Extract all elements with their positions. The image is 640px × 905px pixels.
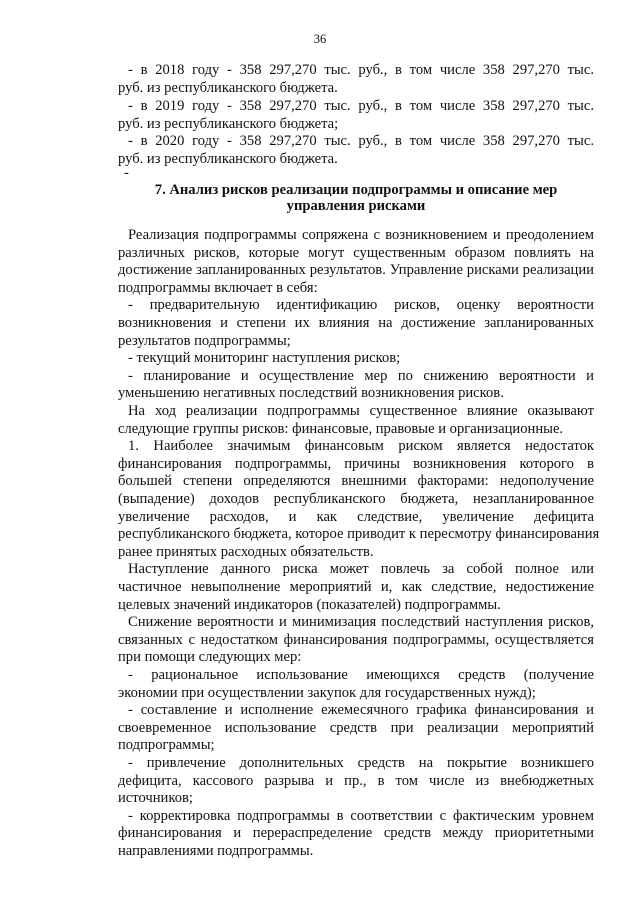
body-line: следующие группы рисков: финансовые, правовые и организационные. — [118, 421, 564, 437]
body-line: - рациональное использование имеющихся средств (получение — [128, 667, 594, 683]
body-line: большей степени определяются внешними факторами: недополучение — [118, 473, 594, 489]
body-line: - привлечение дополнительных средств на покрытие возникшего — [128, 755, 594, 771]
body-line: Наступление данного риска может повлечь за собой полное или — [128, 561, 594, 577]
body-line: - текущий мониторинг наступления рисков; — [128, 350, 401, 366]
body-line: - планирование и осуществление мер по снижению вероятности и — [128, 368, 594, 384]
budget-line-2020-cont: руб. из республиканского бюджета. — [118, 151, 338, 167]
body-line: - составление и исполнение ежемесячного графика финансирования и — [128, 702, 594, 718]
body-line: экономии при осуществлении закупок для государственных нужд); — [118, 685, 536, 701]
body-line: подпрограммы; — [118, 737, 215, 753]
body-line: достижение запланированных результатов. Управление рисками реализации — [118, 262, 594, 278]
body-line: - корректировка подпрограммы в соответствии с фактическим уровнем — [128, 808, 594, 824]
body-line: различных рисков, которые могут существенным образом повлиять на — [118, 245, 594, 261]
body-line: республиканского бюджета, которое приводит к пересмотру финансирования — [118, 526, 600, 542]
section-heading-line2: управления рисками — [286, 198, 426, 214]
body-line: финансирования и перераспределение средств между приоритетными — [118, 825, 594, 841]
body-line: (выпадение) доходов республиканского бюджета, незапланированное — [118, 491, 594, 507]
body-line: возникновения и степени их влияния на достижение запланированных — [118, 315, 594, 331]
stray-dash: - — [124, 165, 129, 181]
section-heading — [118, 182, 594, 214]
body-line: направлениями подпрограммы. — [118, 843, 314, 859]
body-line: увеличение расходов, и как следствие, увеличение дефицита — [118, 509, 594, 525]
body-line: частичное невыполнение мероприятий и, как следствие, недостижение — [118, 579, 594, 595]
body-line: Снижение вероятности и минимизация последствий наступления рисков, — [128, 614, 594, 630]
body-line: источников; — [118, 790, 193, 806]
section-heading-line1: 7. Анализ рисков реализации подпрограммы и описание мер — [154, 182, 558, 198]
body-line: своевременное использование средств при реализации мероприятий — [118, 720, 594, 736]
body-line: - предварительную идентификацию рисков, оценку вероятности — [128, 297, 594, 313]
body-line: ранее принятых расходных обязательств. — [118, 544, 374, 560]
budget-line-2019: - в 2019 году - 358 297,270 тыс. руб., в том числе 358 297,270 тыс. — [128, 98, 594, 114]
body-line: подпрограммы включает в себя: — [118, 280, 318, 296]
budget-line-2018: - в 2018 году - 358 297,270 тыс. руб., в том числе 358 297,270 тыс. — [128, 62, 594, 78]
body-line: результатов подпрограммы; — [118, 333, 291, 349]
body-line: при помощи следующих мер: — [118, 649, 302, 665]
page-number: 36 — [313, 32, 327, 46]
body-line: финансирования подпрограммы, причины возникновения которого в — [118, 456, 594, 472]
body-line: целевых значений индикаторов (показателей) подпрограммы. — [118, 597, 501, 613]
body-line: дефицита, кассового разрыва и пр., в том числе из внебюджетных — [118, 773, 594, 789]
body-line: уменьшению негативных последствий возникновения рисков. — [118, 385, 504, 401]
body-line: 1. Наиболее значимым финансовым риском является недостаток — [128, 438, 594, 454]
body-line: связанных с недостатком финансирования подпрограммы, осуществляется — [118, 632, 594, 648]
budget-line-2020: - в 2020 году - 358 297,270 тыс. руб., в том числе 358 297,270 тыс. — [128, 133, 594, 149]
budget-line-2018-cont: руб. из республиканского бюджета. — [118, 80, 338, 96]
body-line: Реализация подпрограммы сопряжена с возникновением и преодолением — [128, 227, 594, 243]
budget-line-2019-cont: руб. из республиканского бюджета; — [118, 116, 339, 132]
body-line: На ход реализации подпрограммы существенное влияние оказывают — [128, 403, 594, 419]
